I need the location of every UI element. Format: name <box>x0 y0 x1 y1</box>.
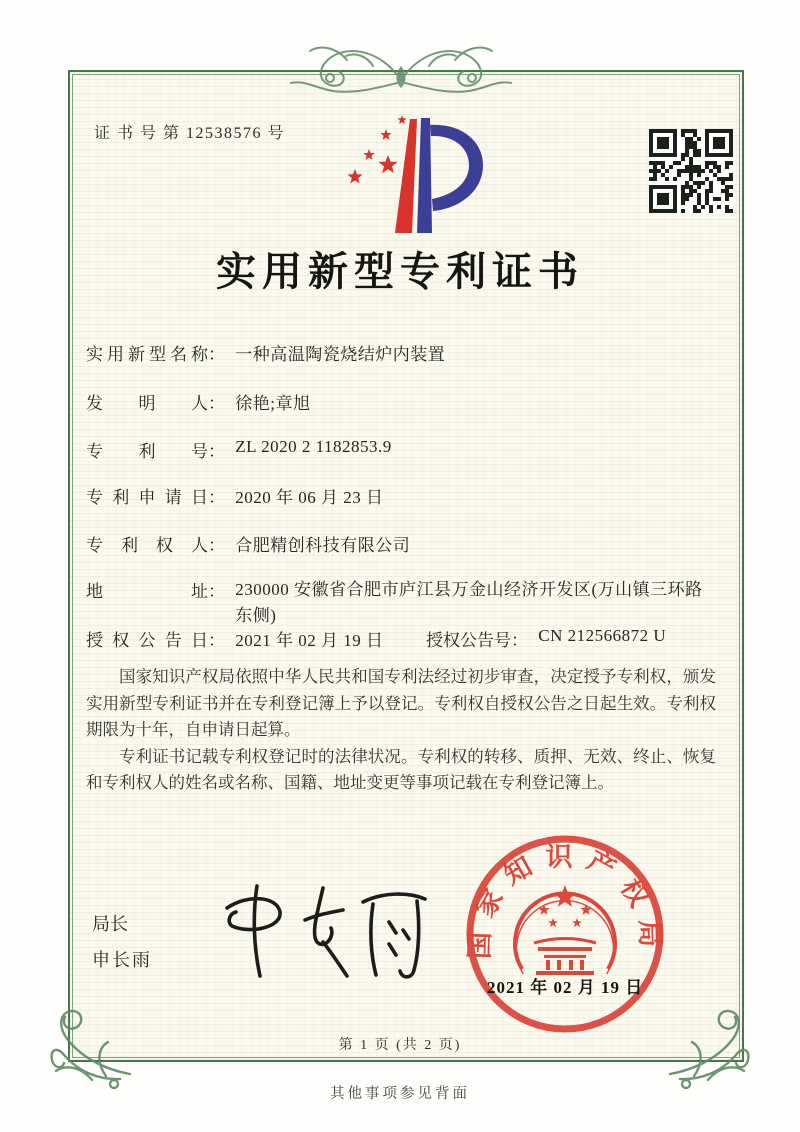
field-value-address: 230000 安徽省合肥市庐江县万金山经济开发区(万山镇三环路东侧) <box>235 580 703 625</box>
field-row-patent-name <box>86 340 445 365</box>
field-colon: ： <box>208 345 225 364</box>
field-colon: ： <box>511 631 528 650</box>
field-colon: ： <box>208 488 225 507</box>
field-label: 发明人 <box>86 394 208 413</box>
field-colon: ： <box>208 394 225 413</box>
field-row-filing-date <box>86 483 384 508</box>
field-value-grant-date: 2021 年 02 月 19 日 <box>235 631 384 650</box>
field-label: 实用新型名称 <box>86 345 208 364</box>
field-label: 专利权人 <box>86 536 208 555</box>
qr-code-icon <box>649 129 733 213</box>
field-value-filing-date: 2020 年 06 月 23 日 <box>235 488 384 507</box>
back-side-note: 其他事项参见背面 <box>330 1086 470 1102</box>
field-label: 授权公告日 <box>86 631 208 650</box>
field-value-patent-number: ZL 2020 2 1182853.9 <box>235 437 392 456</box>
field-value-inventor: 徐艳;章旭 <box>235 394 311 413</box>
field-row-address <box>86 577 705 629</box>
commissioner-title: 局长 <box>92 914 128 934</box>
handwritten-signature-icon <box>205 872 430 987</box>
certificate-number: 证 书 号 第 12538576 号 <box>94 125 286 142</box>
legal-paragraph-1: 国家知识产权局依照中华人民共和国专利法经过初步审查，决定授予专利权，颁发实用新型专利证书并在专利登记簿上予以登记。专利权自授权公告之日起生效。专利权期限为十年，自申请日起算。 <box>86 667 716 739</box>
field-row-inventor <box>86 389 310 414</box>
legal-text <box>86 664 716 797</box>
field-label: 专利申请日 <box>86 488 208 507</box>
commissioner-name: 申长雨 <box>92 950 152 970</box>
field-label: 专利号 <box>86 442 208 461</box>
field-label: 授权公告号 <box>426 631 511 650</box>
field-colon: ： <box>208 442 225 461</box>
seal-date: 2021 年 02 月 19 日 <box>487 978 644 997</box>
field-label: 地址 <box>86 582 208 601</box>
page-number: 第 1 页 (共 2 页) <box>338 1038 462 1053</box>
field-value-patentee: 合肥精创科技有限公司 <box>235 536 411 555</box>
field-value-grant-number: CN 212566872 U <box>538 626 667 645</box>
field-colon: ： <box>208 582 225 601</box>
certificate-title: 实用新型专利证书 <box>216 249 584 294</box>
field-row-grant <box>86 626 667 651</box>
field-row-patentee <box>86 531 410 556</box>
field-value-patent-name: 一种高温陶瓷烧结炉内装置 <box>235 345 446 364</box>
field-colon: ： <box>208 631 225 650</box>
cnipa-official-seal-icon <box>462 831 668 1037</box>
cnipa-logo-icon <box>333 103 491 241</box>
seal-ring-text: 国家知识产权局 <box>464 841 666 960</box>
legal-paragraph-2: 专利证书记载专利权登记时的法律状况。专利权的转移、质押、无效、终止、恢复和专利权人的姓名或名称、国籍、地址变更等事项记载在专利登记簿上。 <box>86 746 716 792</box>
field-colon: ： <box>208 536 225 555</box>
field-row-patent-number <box>86 437 392 462</box>
national-emblem-icon <box>515 885 615 975</box>
